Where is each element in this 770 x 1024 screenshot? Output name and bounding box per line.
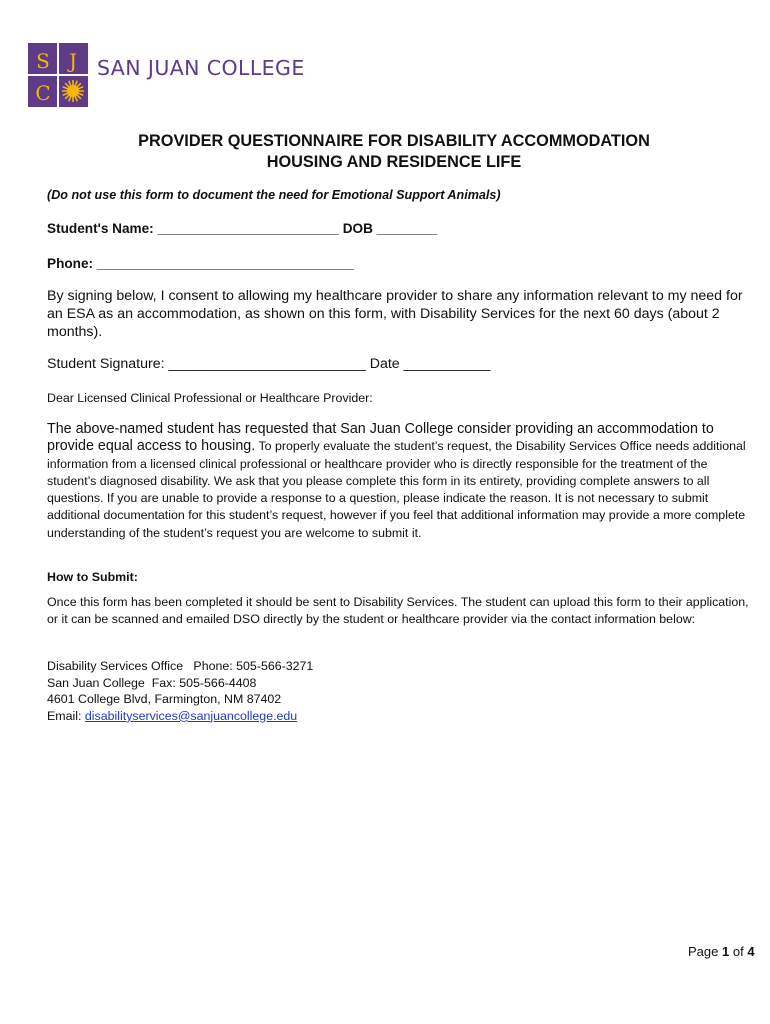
email-link[interactable]: disabilityservices@sanjuancollege.edu (84, 708, 298, 723)
how-to-submit-heading: How to Submit: (47, 570, 138, 584)
signature-label: Student Signature: (47, 356, 165, 372)
student-name-field[interactable]: ________________________ (157, 221, 339, 236)
sun-icon (62, 80, 84, 102)
phone-row (47, 256, 354, 271)
intro-paragraph (47, 421, 752, 542)
document-title (0, 131, 770, 173)
contact-line-office: Disability Services Office Phone: 505-566-3271 (47, 659, 314, 673)
email-label: Email: (47, 708, 85, 723)
intro-body: To properly evaluate the student’s request, the Disability Services Office needs additional information from a licensed clinical professional or healthcare provider who is directly responsible for the treatment of the student’s diagnosed disability. We ask that you please complete this form in its entirety, providing complete answers to all questions. If you are unable to provide a response to a question, please indicate the reason. It is not necessary to submit additional documentation for this student’s request, however if you feel that additional information may provide a more complete understanding of the student’s request you are welcome to submit it. (47, 439, 746, 540)
contact-line-fax: San Juan College Fax: 505-566-4408 (47, 675, 257, 690)
title-line-1: PROVIDER QUESTIONNAIRE FOR DISABILITY ACCOMMODATION (138, 132, 650, 150)
page-current: 1 (722, 944, 730, 959)
student-name-row (47, 221, 437, 236)
page-total: 4 (747, 944, 755, 959)
sjc-logo-mark (28, 43, 88, 107)
signature-row (47, 356, 490, 372)
dob-label: DOB (342, 221, 373, 236)
phone-label: Phone: (47, 256, 94, 271)
logo-letter-j: J (68, 49, 78, 73)
title-line-2: HOUSING AND RESIDENCE LIFE (266, 153, 522, 171)
intro-lead: The above-named student has requested that San Juan College consider providing an accommodation to provide equal access to housing. (47, 421, 714, 455)
greeting: Dear Licensed Clinical Professional or Healthcare Provider: (47, 391, 373, 405)
page-of: of (732, 944, 744, 959)
contact-line-email (47, 708, 313, 725)
page-label: Page (688, 944, 719, 959)
how-to-submit-text: Once this form has been completed it should be sent to Disability Services. The student can upload this form to their application, or it can be scanned and emailed DSO directly by the student or healthcare provider via the contact information below: (47, 595, 749, 627)
contact-line-address: 4601 College Blvd, Farmington, NM 87402 (47, 692, 282, 707)
college-name: SAN JUAN COLLEGE (97, 56, 305, 80)
phone-field[interactable]: __________________________________ (96, 256, 354, 271)
student-name-label: Student's Name: (47, 221, 154, 236)
logo-letter-s: S (36, 49, 50, 73)
college-logo (28, 43, 305, 107)
signature-field[interactable]: _________________________ (168, 356, 366, 372)
page-number (688, 944, 755, 959)
consent-paragraph: By signing below, I consent to allowing my healthcare provider to share any information relevant to my need for an ESA as an accommodation, as shown on this form, with Disability Services for the next 60 days (about 2 months). (47, 288, 743, 340)
logo-letter-c: C (35, 81, 51, 105)
date-label: Date (369, 356, 400, 372)
date-field[interactable]: ___________ (403, 356, 491, 372)
contact-block (47, 658, 313, 724)
esa-note: (Do not use this form to document the need for Emotional Support Animals) (47, 188, 501, 202)
dob-field[interactable]: ________ (376, 221, 438, 236)
